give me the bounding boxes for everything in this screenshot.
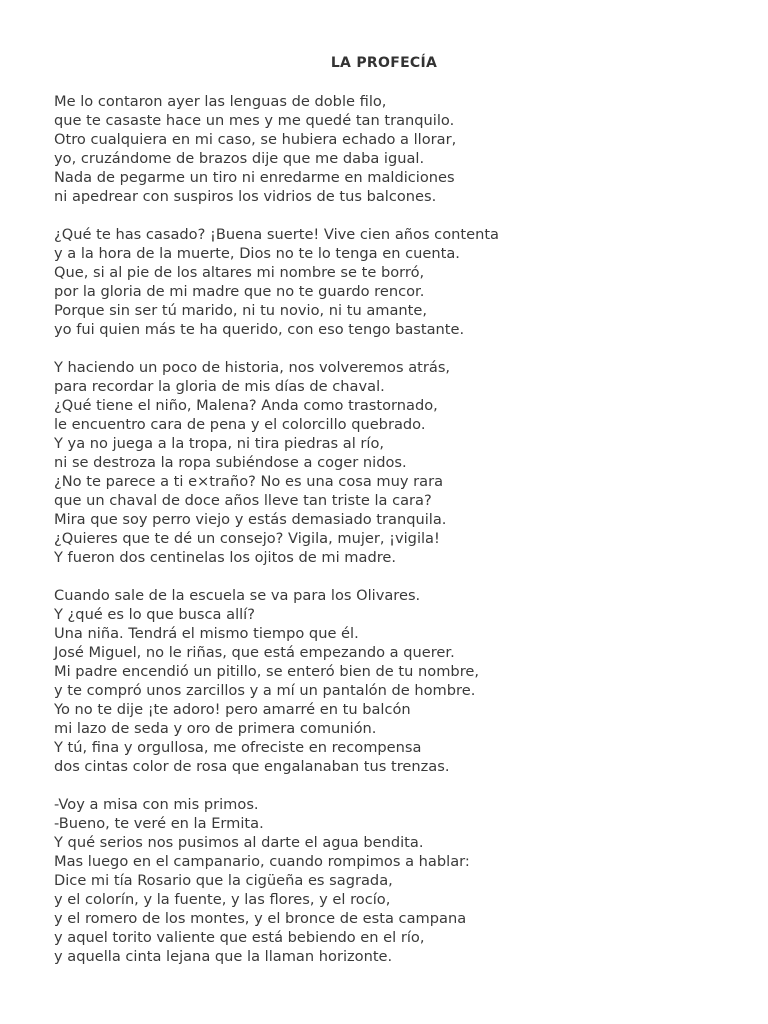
poem-line: que un chaval de doce años lleve tan triste la cara?	[54, 492, 432, 509]
poem-line: y te compró unos zarcillos y a mí un pantalón de hombre.	[54, 682, 476, 699]
poem-line: Yo no te dije ¡te adoro! pero amarré en tu balcón	[54, 701, 411, 718]
poem-line: ni se destroza la ropa subiéndose a coger nidos.	[54, 454, 407, 471]
poem-line: -Bueno, te veré en la Ermita.	[54, 815, 264, 832]
poem-line: Porque sin ser tú marido, ni tu novio, ni tu amante,	[54, 302, 428, 319]
poem-line: Y haciendo un poco de historia, nos volveremos atrás,	[54, 359, 451, 376]
poem-line: Mas luego en el campanario, cuando rompimos a hablar:	[54, 853, 470, 870]
poem-line: Y ¿qué es lo que busca allí?	[54, 606, 255, 623]
poem-line: ¿Qué tiene el niño, Malena? Anda como trastornado,	[54, 397, 438, 414]
poem-line: Cuando sale de la escuela se va para los Olivares.	[54, 587, 421, 604]
poem-line: yo fui quien más te ha querido, con eso tengo bastante.	[54, 321, 465, 338]
poem-line: yo, cruzándome de brazos dije que me daba igual.	[54, 150, 425, 167]
poem-line: dos cintas color de rosa que engalanaban tus trenzas.	[54, 758, 450, 775]
poem-line: Una niña. Tendrá el mismo tiempo que él.	[54, 625, 359, 642]
poem-line: Que, si al pie de los altares mi nombre se te borró,	[54, 264, 425, 281]
poem-stanza	[54, 92, 754, 206]
poem-line: ¿No te parece a ti e×traño? No es una cosa muy rara	[54, 473, 444, 490]
poem-line: ¿Quieres que te dé un consejo? Vigila, mujer, ¡vigila!	[54, 530, 440, 547]
poem-line: Otro cualquiera en mi caso, se hubiera echado a llorar,	[54, 131, 457, 148]
poem-line: para recordar la gloria de mis días de chaval.	[54, 378, 385, 395]
poem-line: y aquella cinta lejana que la llaman horizonte.	[54, 948, 393, 965]
poem-line: Mira que soy perro viejo y estás demasiado tranquila.	[54, 511, 447, 528]
poem-line: Y tú, fina y orgullosa, me ofreciste en recompensa	[54, 739, 422, 756]
poem-line: Nada de pegarme un tiro ni enredarme en maldiciones	[54, 169, 455, 186]
poem-line: mi lazo de seda y oro de primera comunión.	[54, 720, 377, 737]
poem-line: y el romero de los montes, y el bronce de esta campana	[54, 910, 467, 927]
poem-line: le encuentro cara de pena y el colorcillo quebrado.	[54, 416, 426, 433]
poem-line: -Voy a misa con mis primos.	[54, 796, 259, 813]
poem-line: por la gloria de mi madre que no te guardo rencor.	[54, 283, 425, 300]
poem-line: Me lo contaron ayer las lenguas de doble filo,	[54, 93, 387, 110]
poem-line: José Miguel, no le riñas, que está empezando a querer.	[54, 644, 455, 661]
poem-line: y aquel torito valiente que está bebiendo en el río,	[54, 929, 425, 946]
poem-line: Mi padre encendió un pitillo, se enteró bien de tu nombre,	[54, 663, 479, 680]
poem-line: Y qué serios nos pusimos al darte el agua bendita.	[54, 834, 424, 851]
poem-line: y a la hora de la muerte, Dios no te lo tenga en cuenta.	[54, 245, 460, 262]
poem-line: que te casaste hace un mes y me quedé tan tranquilo.	[54, 112, 455, 129]
poem-line: ¿Qué te has casado? ¡Buena suerte! Vive cien años contenta	[54, 226, 500, 243]
poem-line: Dice mi tía Rosario que la cigüeña es sagrada,	[54, 872, 393, 889]
poem-stanza	[54, 225, 754, 339]
poem-line: Y fueron dos centinelas los ojitos de mi madre.	[54, 549, 397, 566]
poem-stanza	[54, 795, 754, 966]
poem-line: y el colorín, y la fuente, y las flores, y el rocío,	[54, 891, 391, 908]
poem-stanza	[54, 358, 754, 567]
poem-line: ni apedrear con suspiros los vidrios de tus balcones.	[54, 188, 437, 205]
poem-stanza	[54, 586, 754, 776]
poem-line: Y ya no juega a la tropa, ni tira piedras al río,	[54, 435, 385, 452]
poem-body	[54, 92, 754, 985]
poem-title: LA PROFECÍA	[330, 55, 438, 71]
